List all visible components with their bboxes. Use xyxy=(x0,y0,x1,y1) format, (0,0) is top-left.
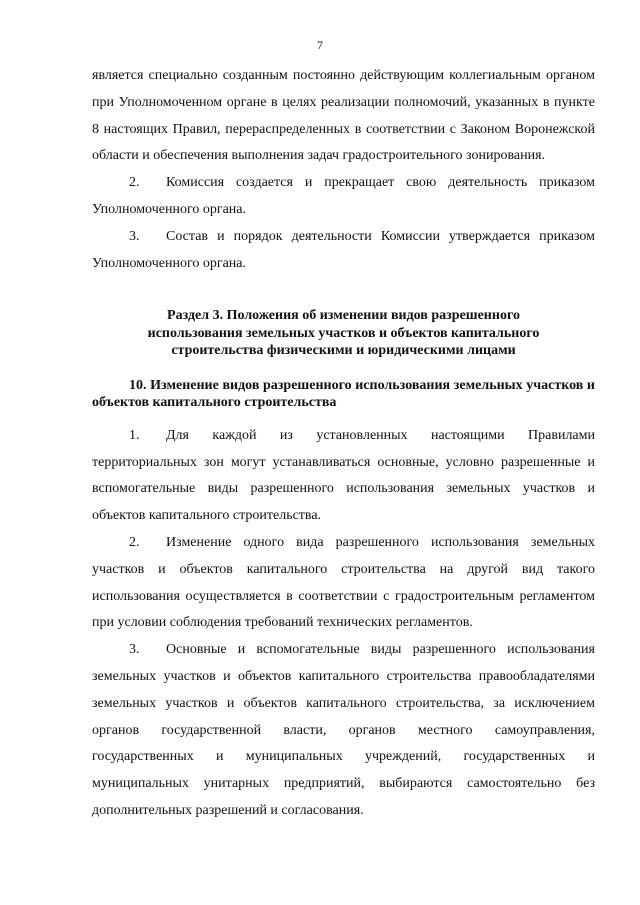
commission-item-3 xyxy=(92,224,595,278)
item-text: Изменение одного вида разрешенного использования земельных участков и объектов капитального строительства на другой вид такого использования осуществляется в соответствии с градостроительным регламентом при условии соблюдения требований технических регламентов. xyxy=(92,535,595,631)
item-number: 3. xyxy=(129,642,140,658)
document-body xyxy=(92,63,595,825)
spacer xyxy=(92,411,595,423)
item-number: 2. xyxy=(129,535,140,551)
page-number: 7 xyxy=(317,38,323,52)
article-item-3 xyxy=(92,637,595,825)
section-heading: Раздел 3. Положения об изменении видов разрешенного использования земельных участков и объектов капитального строительства физическими и юридическими лицами xyxy=(147,308,540,359)
item-text: Комиссия создается и прекращает свою деятельность приказом Уполномоченного органа. xyxy=(92,175,595,217)
intro-paragraph: является специально созданным постоянно действующим коллегиальным органом при Уполномоченном органе в целях реализации полномочий, указанных в пункте 8 настоящих Правил, перераспределенных в соответствии с Законом Воронежской области и обеспечения выполнения задач градостроительного зонирования. xyxy=(92,68,595,164)
item-number: 1. xyxy=(129,427,140,443)
item-text: Основные и вспомогательные виды разрешенного использования земельных участков и объектов капитального строительства правообладателями земельных участков и объектов капитального строительства, за исключением органов государственной власти, органов местного самоуправления, государственных и муниципальных учреждений, государственных и муниципальных унитарных предприятий, выбираются самостоятельно без дополнительных разрешений и согласования. xyxy=(92,642,595,819)
article-item-1 xyxy=(92,423,595,530)
item-number: 3. xyxy=(129,228,140,244)
article-heading: 10. Изменение видов разрешенного использования земельных участков и объектов капитального строительства xyxy=(92,377,595,410)
item-number: 2. xyxy=(129,175,140,191)
article-item-2 xyxy=(92,530,595,637)
item-text: Состав и порядок деятельности Комиссии утверждается приказом Уполномоченного органа. xyxy=(92,228,595,271)
item-text: Для каждой из установленных настоящими Правилами территориальных зон могут устанавливаться основные, условно разрешенные и вспомогательные виды разрешенного использования земельных участков и объектов капитального строительства. xyxy=(92,427,595,524)
commission-item-2 xyxy=(92,170,595,224)
